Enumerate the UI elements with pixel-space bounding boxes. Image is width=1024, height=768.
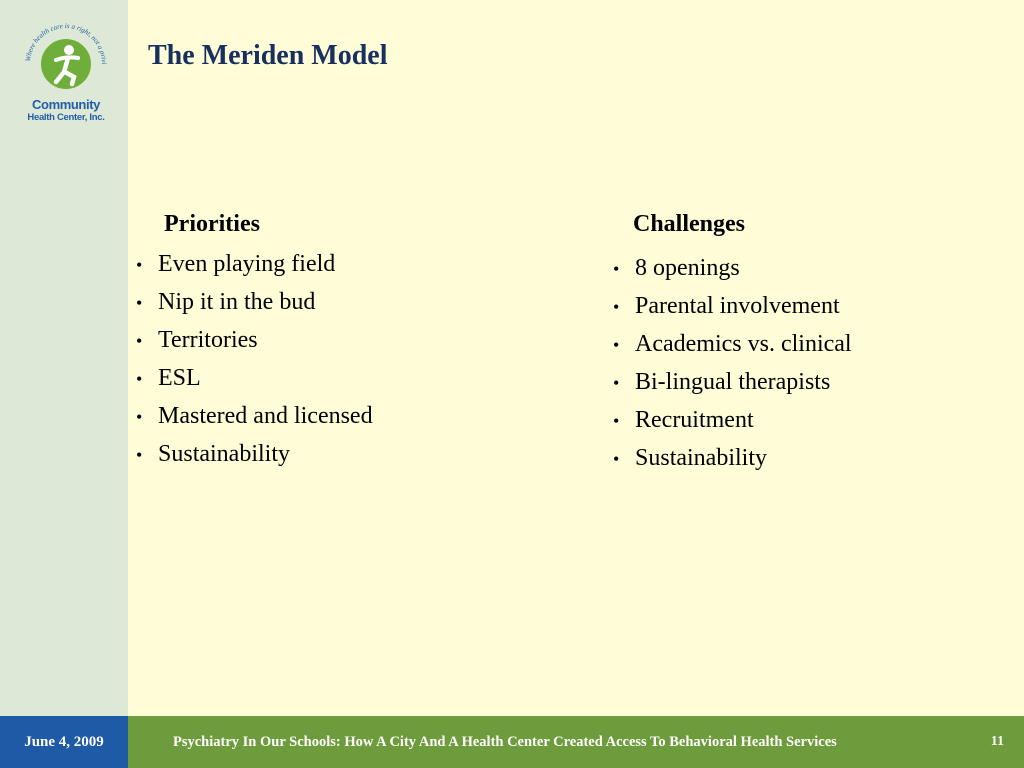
slide-footer <box>0 716 1024 768</box>
bullet-icon: • <box>136 407 143 427</box>
left-sidebar <box>0 0 128 716</box>
bullet-icon: • <box>613 373 620 393</box>
footer-date: June 4, 2009 <box>0 716 128 768</box>
list-item <box>613 440 1013 478</box>
bullet-icon: • <box>136 255 143 275</box>
list-item-text: Nip it in the bud <box>158 289 316 315</box>
list-item-text: ESL <box>158 365 201 391</box>
list-item <box>613 402 1013 440</box>
priorities-heading: Priorities <box>164 211 260 237</box>
list-item-text: Sustainability <box>158 441 290 467</box>
list-item <box>613 288 1013 326</box>
list-item-text: Recruitment <box>635 407 754 433</box>
priorities-column <box>136 206 556 474</box>
bullet-icon: • <box>613 449 620 469</box>
list-item <box>613 250 1013 288</box>
list-item <box>136 436 556 474</box>
list-item <box>613 364 1013 402</box>
list-item-text: Academics vs. clinical <box>635 331 852 357</box>
bullet-icon: • <box>136 369 143 389</box>
slide-title: The Meriden Model <box>148 40 388 71</box>
footer-title-bar <box>128 716 1024 768</box>
slide-content <box>128 0 1024 716</box>
list-item <box>136 246 556 284</box>
list-item-text: Territories <box>158 327 258 353</box>
list-item-text: Sustainability <box>635 445 767 471</box>
bullet-icon: • <box>613 335 620 355</box>
bullet-icon: • <box>136 331 143 351</box>
list-item-text: Mastered and licensed <box>158 403 373 429</box>
list-item-text: 8 openings <box>635 255 740 281</box>
list-item <box>613 326 1013 364</box>
page-number: 11 <box>990 734 1004 749</box>
bullet-icon: • <box>613 259 620 279</box>
bullet-icon: • <box>613 411 620 431</box>
priorities-list <box>136 246 556 474</box>
challenges-column <box>613 206 1013 478</box>
list-item-text: Bi-lingual therapists <box>635 369 831 395</box>
challenges-list <box>613 250 1013 478</box>
list-item <box>136 360 556 398</box>
challenges-heading: Challenges <box>633 211 746 237</box>
bullet-icon: • <box>613 297 620 317</box>
list-item <box>136 398 556 436</box>
list-item <box>136 322 556 360</box>
list-item <box>136 284 556 322</box>
footer-presentation-title: Psychiatry In Our Schools: How A City And A Health Center Created Access To Behavioral Health Services <box>173 733 837 750</box>
logo-arc-text: Where health care is a right, not a privi <box>24 22 109 65</box>
list-item-text: Even playing field <box>158 251 336 277</box>
bullet-icon: • <box>136 293 143 313</box>
community-health-center-logo <box>20 22 112 130</box>
logo-emblem-icon <box>20 22 112 98</box>
logo-line-community: Community <box>32 97 100 112</box>
list-item-text: Parental involvement <box>635 293 840 319</box>
bullet-icon: • <box>136 445 143 465</box>
logo-line-health-center: Health Center, Inc. <box>27 112 105 123</box>
